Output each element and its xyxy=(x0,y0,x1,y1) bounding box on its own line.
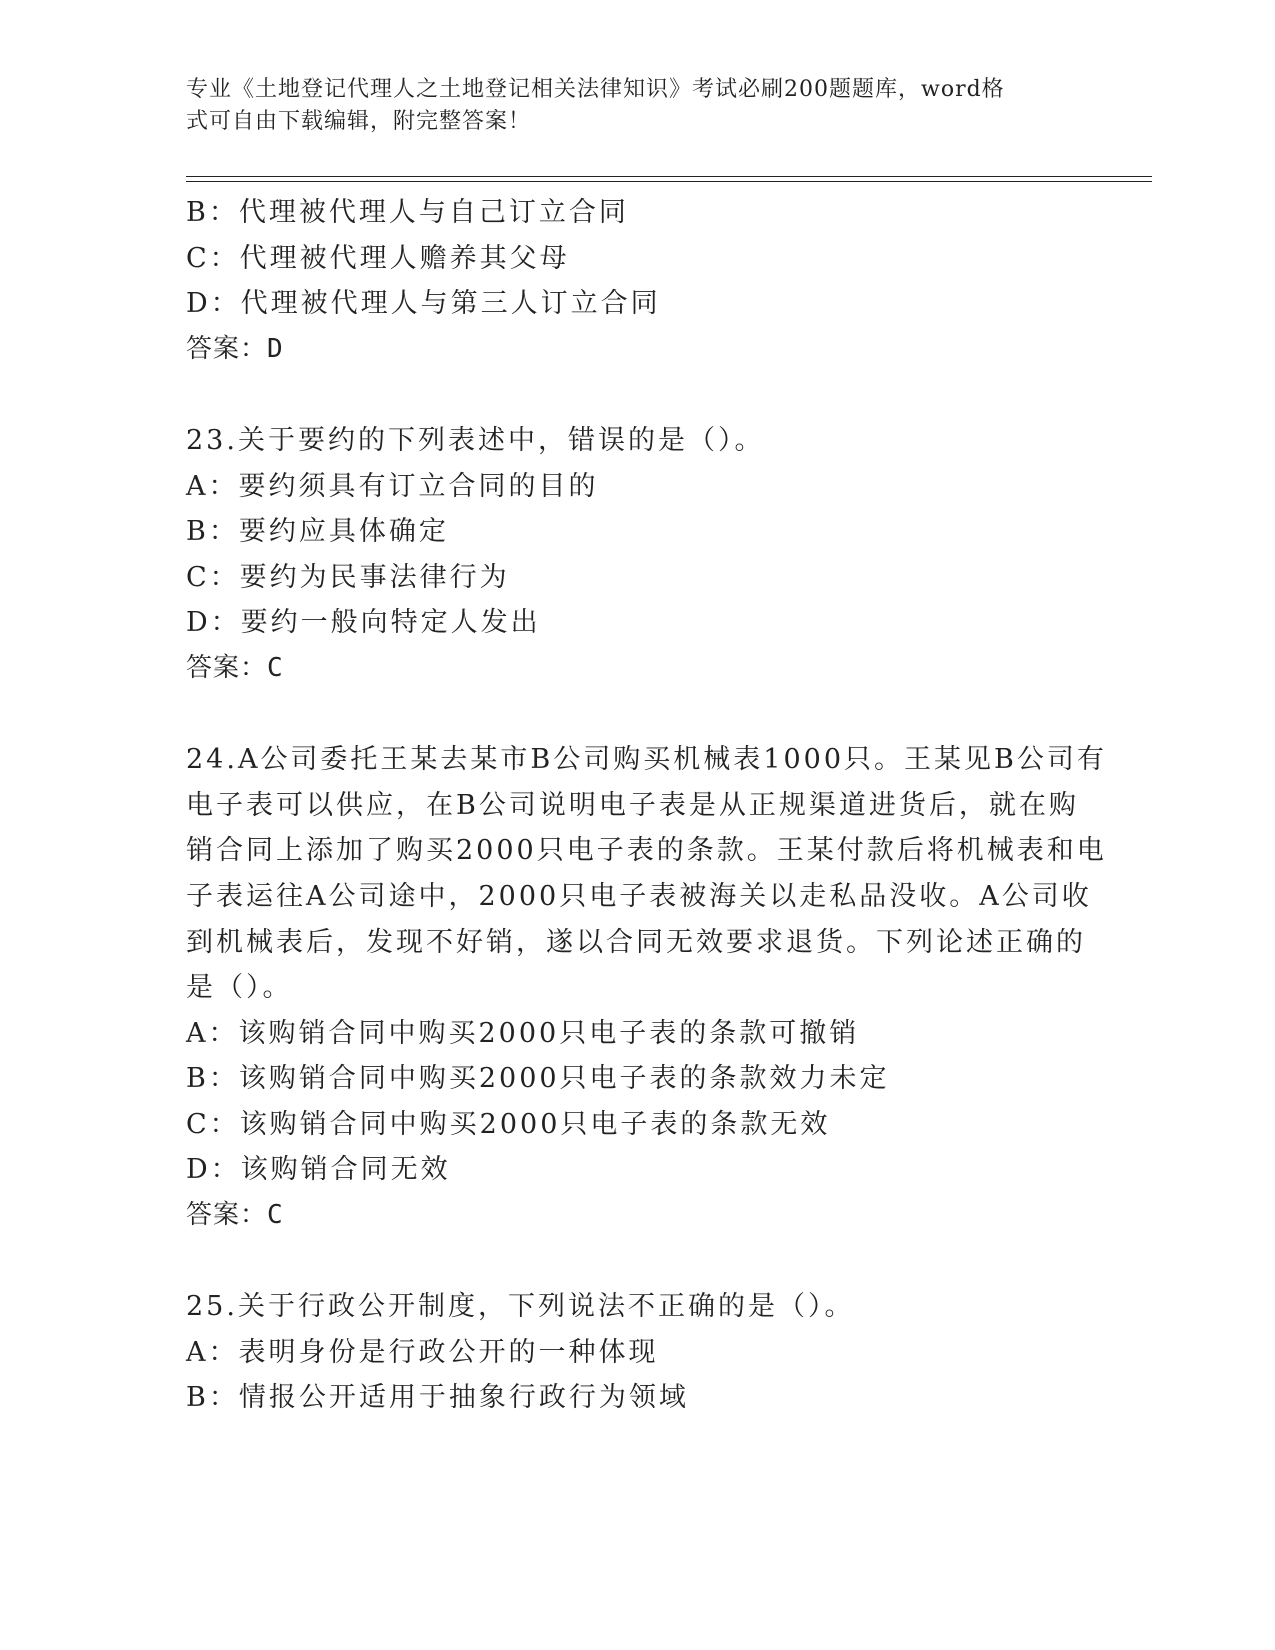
header-title-line-1: 专业《土地登记代理人之土地登记相关法律知识》考试必刷200题题库，word格 xyxy=(186,77,1005,102)
answer: 答案：C xyxy=(186,652,284,683)
question-22 xyxy=(186,190,1086,372)
question-stem-line: 24.A公司委托王某去某市B公司购买机械表1000只。王某见B公司有 xyxy=(186,744,1107,776)
question-stem-line: 是（）。 xyxy=(186,972,293,1004)
option-a: A：表明身份是行政公开的一种体现 xyxy=(186,1336,659,1368)
option-b: B：该购销合同中购买2000只电子表的条款效力未定 xyxy=(186,1063,890,1095)
question-stem-line: 销合同上添加了购买2000只电子表的条款。王某付款后将机械表和电 xyxy=(186,835,1107,867)
option-c: C：要约为民事法律行为 xyxy=(186,561,510,593)
option-b: B：代理被代理人与自己订立合同 xyxy=(186,197,629,228)
answer: 答案：D xyxy=(186,333,284,364)
option-c: C：代理被代理人赡养其父母 xyxy=(186,242,570,274)
option-b: B：要约应具体确定 xyxy=(186,516,449,548)
header-rule-top xyxy=(186,176,1152,177)
option-b: B：情报公开适用于抽象行政行为领域 xyxy=(186,1382,689,1414)
question-stem: 23.关于要约的下列表述中，错误的是（）。 xyxy=(186,424,765,456)
question-list xyxy=(186,190,1107,1421)
header-title-line-2: 式可自由下载编辑，附完整答案！ xyxy=(186,109,532,134)
answer: 答案：C xyxy=(186,1200,284,1231)
option-c: C：该购销合同中购买2000只电子表的条款无效 xyxy=(186,1108,831,1140)
header-rule-bottom xyxy=(186,181,1152,182)
option-d: D：要约一般向特定人发出 xyxy=(186,607,541,639)
option-d: D：代理被代理人与第三人订立合同 xyxy=(186,288,661,320)
question-stem-line: 电子表可以供应，在B公司说明电子表是从正规渠道进货后，就在购 xyxy=(186,789,1079,821)
document-header xyxy=(186,74,1066,138)
option-a: A：要约须具有订立合同的目的 xyxy=(186,470,599,502)
option-d: D：该购销合同无效 xyxy=(186,1154,451,1186)
question-25 xyxy=(186,1284,1086,1421)
question-stem-line: 到机械表后，发现不好销，遂以合同无效要求退货。下列论述正确的 xyxy=(186,926,1086,958)
question-24 xyxy=(186,737,1107,1239)
question-23 xyxy=(186,418,1086,692)
question-stem: 25.关于行政公开制度，下列说法不正确的是（）。 xyxy=(186,1291,855,1323)
question-stem-line: 子表运往A公司途中，2000只电子表被海关以走私品没收。A公司收 xyxy=(186,880,1092,912)
option-a: A：该购销合同中购买2000只电子表的条款可撤销 xyxy=(186,1017,860,1049)
